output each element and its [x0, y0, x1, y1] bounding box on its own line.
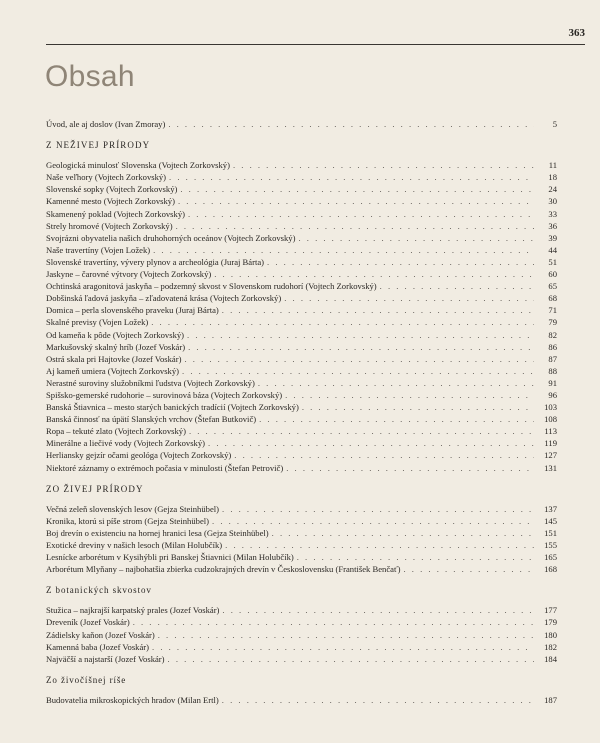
toc-entry	[46, 539, 557, 551]
dot-leader	[188, 341, 534, 353]
toc-entry	[46, 425, 557, 437]
toc-entry	[46, 329, 557, 341]
toc-entry	[46, 292, 557, 304]
toc-entry-page: 91	[548, 377, 557, 388]
dot-leader	[151, 316, 534, 328]
toc-entry-page: 60	[548, 269, 557, 280]
toc-entry	[46, 437, 557, 449]
dot-leader	[222, 304, 534, 316]
toc-entry-page: 30	[548, 196, 557, 207]
toc-entry-page: 187	[544, 694, 557, 705]
toc-entry-page: 88	[548, 365, 557, 376]
toc-entry	[46, 515, 557, 527]
toc-entry-title: Kamenná baba (Jozef Voskár)	[46, 641, 150, 652]
dot-leader	[184, 353, 534, 365]
toc-entry	[46, 527, 557, 539]
toc-entry-title: Naše veľhory (Vojtech Zorkovský)	[46, 172, 167, 183]
toc-entry-page: 127	[544, 450, 557, 461]
toc-entry-page: 103	[544, 402, 557, 413]
toc-entry	[46, 365, 557, 377]
dot-leader	[178, 195, 534, 207]
toc-entry-title: Kamenné mesto (Vojtech Zorkovský)	[46, 196, 175, 207]
section-heading: Z NEŽIVEJ PRÍRODY	[46, 140, 151, 151]
toc-entry-title: Niektoré záznamy o extrémoch počasia v minulosti (Štefan Petrovič)	[46, 462, 284, 473]
toc-entry	[46, 462, 557, 474]
toc-entry-intro	[46, 118, 557, 130]
dot-leader	[267, 256, 534, 268]
toc-entry-title: Slovenské sopky (Vojtech Zorkovský)	[46, 184, 178, 195]
dot-leader	[169, 171, 534, 183]
toc-entry-title: Domica – perla slovenského praveku (Juraj Bárta)	[46, 305, 219, 316]
page-title: Obsah	[45, 60, 135, 93]
section-heading: ZO ŽIVEJ PRÍRODY	[46, 483, 144, 494]
dot-leader	[285, 389, 534, 401]
dot-leader	[258, 377, 534, 389]
toc-entry	[46, 171, 557, 183]
toc-entry-title: Svojrázni obyvatelia našich druhohorných oceánov (Vojtech Zorkovský)	[46, 232, 296, 243]
toc-entry	[46, 232, 557, 244]
dot-leader	[168, 118, 534, 130]
dot-leader	[286, 462, 534, 474]
toc-entry-title: Ropa – tekuté zlato (Vojtech Zorkovský)	[46, 426, 186, 437]
toc-entry-title: Lesnícke arborétum v Kysihýbli pri Banskej Štiavnici (Milan Holubčík)	[46, 552, 294, 563]
toc-entry	[46, 208, 557, 220]
toc-entry	[46, 280, 557, 292]
toc-entry	[46, 220, 557, 232]
dot-leader	[222, 503, 534, 515]
toc-entry-title: Skamenený poklad (Vojtech Zorkovský)	[46, 208, 185, 219]
toc-entry-title: Slovenské travertíny, vývery plynov a archeológia (Juraj Bárta)	[46, 256, 265, 267]
toc-entry	[46, 641, 557, 653]
toc-entry-title: Banská Štiavnica – mesto starých banických tradícií (Vojtech Zorkovský)	[46, 402, 299, 413]
toc-entry-page: 180	[544, 629, 557, 640]
toc-entry	[46, 304, 557, 316]
dot-leader	[298, 232, 534, 244]
toc-entry-title: Úvod, ale aj doslov (Ivan Zmoray)	[46, 119, 166, 129]
toc-entry-title: Večná zeleň slovenských lesov (Gejza Steinhübel)	[46, 503, 220, 514]
toc-entry-title: Geologická minulosť Slovenska (Vojtech Zorkovský)	[46, 160, 230, 171]
toc-entry-page: 51	[548, 256, 557, 267]
toc-entry-page: 145	[544, 515, 557, 526]
dot-leader	[214, 268, 534, 280]
dot-leader	[380, 280, 534, 292]
toc-entry-page: 79	[548, 317, 557, 328]
toc-entry-page: 33	[548, 208, 557, 219]
table-of-contents	[46, 118, 557, 706]
dot-leader	[404, 563, 535, 575]
dot-leader	[188, 208, 534, 220]
dot-leader	[152, 641, 534, 653]
toc-entry-page: 182	[544, 641, 557, 652]
toc-entry-title: Banská činnosť na úpätí Slanských vrchov (Štefan Butkovič)	[46, 414, 257, 425]
toc-entry-page: 137	[544, 503, 557, 514]
toc-entry-title: Markušovský skalný hríb (Jozef Voskár)	[46, 341, 186, 352]
toc-entry-page: 18	[548, 172, 557, 183]
toc-entry-page: 168	[544, 564, 557, 575]
dot-leader	[182, 365, 534, 377]
toc-entry	[46, 353, 557, 365]
toc-entry-title: Arborétum Mlyňany – najbohatšia zbierka cudzokrajných drevín v Československu (František Benčať)	[46, 564, 401, 575]
dot-leader	[212, 515, 534, 527]
toc-entry-page: 165	[544, 552, 557, 563]
toc-entry-page: 44	[548, 244, 557, 255]
toc-entry-title: Od kameňa k pôde (Vojtech Zorkovský)	[46, 329, 185, 340]
toc-entry-title: Exotické dreviny v našich lesoch (Milan Holubčík)	[46, 540, 223, 550]
dot-leader	[187, 329, 534, 341]
toc-entry	[46, 653, 557, 665]
toc-entry-title: Aj kameň umiera (Vojtech Zorkovský)	[46, 365, 180, 376]
header-rule	[46, 44, 585, 45]
toc-entry-title: Kronika, ktorú si píše strom (Gejza Steinhübel)	[46, 515, 210, 526]
toc-entry-title: Jaskyne – čarovné výtvory (Vojtech Zorkovský)	[46, 269, 212, 280]
toc-entry-title: Zádielsky kaňon (Jozef Voskár)	[46, 629, 155, 640]
toc-entry-page: 5	[552, 119, 557, 129]
toc-entry	[46, 629, 557, 641]
toc-entry-page: 184	[544, 653, 557, 664]
dot-leader	[208, 437, 534, 449]
toc-entry-title: Nerastné suroviny služobníkmi ľudstva (Vojtech Zorkovský)	[46, 377, 255, 388]
toc-entry-title: Naše travertíny (Vojen Ložek)	[46, 244, 151, 255]
toc-entry-page: 24	[548, 184, 557, 195]
toc-entry-title: Dreveník (Jozef Voskár)	[46, 617, 130, 628]
toc-entry-page: 96	[548, 389, 557, 400]
toc-entry	[46, 551, 557, 563]
toc-entry	[46, 377, 557, 389]
dot-leader	[302, 401, 534, 413]
toc-entry-page: 68	[548, 293, 557, 304]
toc-entry	[46, 244, 557, 256]
toc-entry-title: Skalné previsy (Vojen Ložek)	[46, 317, 149, 328]
dot-leader	[153, 244, 534, 256]
dot-leader	[180, 183, 534, 195]
toc-entry-page: 155	[544, 540, 557, 550]
toc-entry-title: Herliansky gejzír očami geológa (Vojtech Zorkovský)	[46, 450, 232, 461]
toc-entry-page: 86	[548, 341, 557, 352]
toc-entry	[46, 616, 557, 628]
toc-entry	[46, 159, 557, 171]
dot-leader	[222, 694, 534, 706]
toc-entry	[46, 401, 557, 413]
toc-entry-page: 177	[544, 605, 557, 616]
toc-entry	[46, 563, 557, 575]
toc-entry-page: 151	[544, 527, 557, 538]
toc-entry	[46, 316, 557, 328]
toc-entry-title: Najväčší a najstarší (Jozef Voskár)	[46, 653, 165, 664]
toc-entry-page: 11	[548, 160, 557, 171]
toc-entry	[46, 341, 557, 353]
toc-entry-title: Stužica – najkrajší karpatský prales (Jozef Voskár)	[46, 605, 220, 616]
toc-entry	[46, 268, 557, 280]
toc-entry-page: 113	[544, 426, 557, 437]
section-heading: Zo živočíšnej ríše	[46, 674, 127, 685]
toc-entry	[46, 256, 557, 268]
toc-entry-page: 131	[544, 462, 557, 473]
toc-entry-title: Dobšinská ľadová jaskyňa – zľadovatená krása (Vojtech Zorkovský)	[46, 293, 282, 304]
toc-entry	[46, 183, 557, 195]
toc-entry-title: Ostrá skala pri Hajtovke (Jozef Voskár)	[46, 353, 182, 364]
toc-entry-title: Minerálne a liečivé vody (Vojtech Zorkovský)	[46, 438, 206, 449]
toc-entry-page: 65	[548, 281, 557, 292]
toc-entry	[46, 413, 557, 425]
toc-entry-page: 39	[548, 232, 557, 243]
toc-entry-page: 179	[544, 617, 557, 628]
dot-leader	[168, 653, 534, 665]
toc-entry	[46, 195, 557, 207]
toc-entry-page: 119	[544, 438, 557, 449]
dot-leader	[272, 527, 534, 539]
toc-entry-page: 71	[548, 305, 557, 316]
toc-entry-page: 87	[548, 353, 557, 364]
dot-leader	[234, 449, 534, 461]
dot-leader	[297, 551, 534, 563]
toc-entry-title: Ochtinská aragonitová jaskyňa – podzemný skvost v Slovenskom rudohorí (Vojtech Zorkovský)	[46, 281, 377, 292]
dot-leader	[176, 220, 534, 232]
dot-leader	[284, 292, 534, 304]
dot-leader	[259, 413, 534, 425]
dot-leader	[133, 616, 534, 628]
toc-entry-title: Budovatelia mikroskopických hradov (Milan Ertl)	[46, 694, 219, 705]
page-number: 363	[568, 27, 585, 39]
toc-entry-title: Strely hromové (Vojtech Zorkovský)	[46, 220, 173, 231]
toc-entry-title: Spišsko-gemerské rudohorie – surovinová báza (Vojtech Zorkovský)	[46, 389, 283, 400]
toc-entry	[46, 503, 557, 515]
dot-leader	[158, 629, 534, 641]
toc-entry	[46, 604, 557, 616]
dot-leader	[189, 425, 534, 437]
toc-entry-page: 36	[548, 220, 557, 231]
toc-entry	[46, 694, 557, 706]
dot-leader	[222, 604, 534, 616]
dot-leader	[225, 539, 534, 551]
toc-entry-title: Boj drevín o existenciu na hornej hranici lesa (Gejza Steinhübel)	[46, 527, 269, 538]
toc-entry	[46, 389, 557, 401]
toc-entry	[46, 449, 557, 461]
section-heading: Z botanických skvostov	[46, 585, 152, 596]
dot-leader	[233, 159, 534, 171]
toc-entry-page: 82	[548, 329, 557, 340]
toc-entry-page: 108	[544, 414, 557, 425]
